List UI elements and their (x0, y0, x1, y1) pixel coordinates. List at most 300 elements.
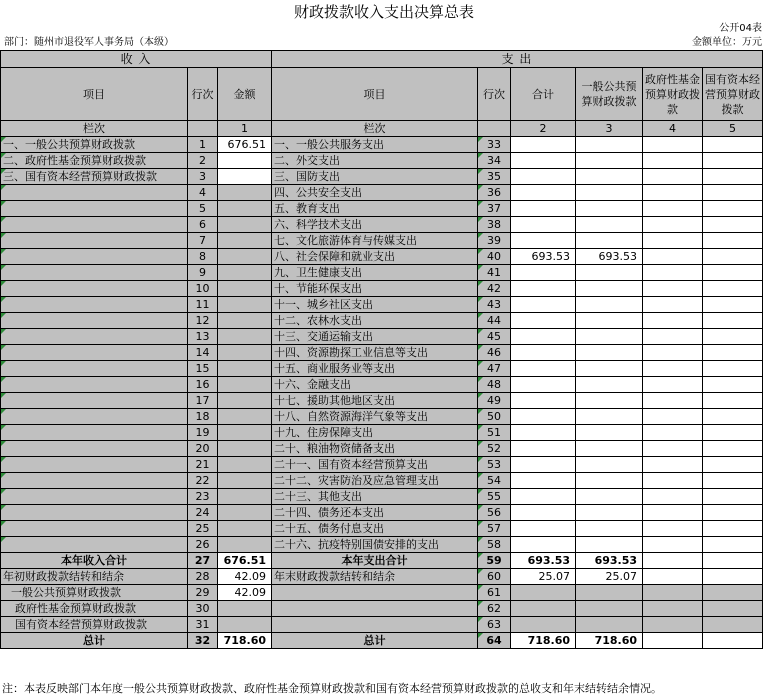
income-row-no-cell: 3 (188, 169, 218, 185)
expense-row-no-header: 行次 (478, 68, 511, 121)
expense-total-cell (511, 393, 576, 409)
table-row (1, 425, 763, 441)
table-row (1, 169, 763, 185)
summary-income-row-no: 27 (188, 553, 218, 569)
column-number-5: 5 (703, 121, 763, 137)
summary-expense-total (511, 585, 576, 601)
column-number-1: 1 (218, 121, 272, 137)
expense-total-cell (511, 409, 576, 425)
column-number-2: 2 (511, 121, 576, 137)
expense-total-cell (511, 233, 576, 249)
expense-gov-fund-cell (643, 377, 703, 393)
expense-total-cell (511, 377, 576, 393)
expense-general-budget-cell (576, 313, 643, 329)
expense-gov-fund-cell (643, 185, 703, 201)
expense-item-cell: 二十、粮油物资储备支出 (272, 441, 478, 457)
expense-row-no-cell: 38 (478, 217, 511, 233)
summary-expense-gov-fund (643, 601, 703, 617)
expense-general-budget-cell (576, 409, 643, 425)
income-row-no-cell: 18 (188, 409, 218, 425)
expense-general-budget-cell (576, 457, 643, 473)
summary-expense-item (272, 601, 478, 617)
expense-item-cell: 四、公共安全支出 (272, 185, 478, 201)
income-item-cell (1, 409, 188, 425)
income-item-cell (1, 537, 188, 553)
column-number-3: 3 (576, 121, 643, 137)
income-item-cell (1, 249, 188, 265)
expense-general-budget-cell (576, 489, 643, 505)
expense-general-budget-cell (576, 393, 643, 409)
income-amount-cell (218, 441, 272, 457)
expense-row-no-cell: 53 (478, 457, 511, 473)
summary-row-carry-begin (1, 569, 763, 585)
expense-total-cell (511, 297, 576, 313)
expense-state-capital-cell (703, 457, 763, 473)
summary-expense-gov-fund (643, 617, 703, 633)
expense-row-no-cell: 49 (478, 393, 511, 409)
expense-state-capital-cell (703, 505, 763, 521)
expense-item-cell: 十三、交通运输支出 (272, 329, 478, 345)
expense-gov-fund-cell (643, 249, 703, 265)
expense-row-no-cell: 46 (478, 345, 511, 361)
table-row (1, 297, 763, 313)
income-amount-cell (218, 185, 272, 201)
expense-gov-fund-cell (643, 361, 703, 377)
expense-row-no-cell: 42 (478, 281, 511, 297)
expense-group-header: 支 出 (272, 51, 763, 68)
table-row (1, 361, 763, 377)
expense-total-cell (511, 201, 576, 217)
table-row (1, 281, 763, 297)
expense-state-capital-cell (703, 217, 763, 233)
expense-general-budget-cell (576, 425, 643, 441)
summary-expense-gov-fund (643, 633, 703, 649)
income-group-header: 收 入 (1, 51, 272, 68)
expense-total-cell (511, 217, 576, 233)
expense-general-budget-cell (576, 233, 643, 249)
expense-total-cell (511, 521, 576, 537)
income-row-no-cell: 24 (188, 505, 218, 521)
expense-general-budget-cell (576, 521, 643, 537)
expense-item-cell: 二十四、债务还本支出 (272, 505, 478, 521)
summary-expense-total (511, 617, 576, 633)
summary-expense-item: 本年支出合计 (272, 553, 478, 569)
table-row (1, 249, 763, 265)
income-row-no-cell: 25 (188, 521, 218, 537)
expense-column-label-blank (478, 121, 511, 137)
expense-total-cell (511, 169, 576, 185)
summary-expense-general-budget (576, 585, 643, 601)
expense-item-cell: 二十六、抗疫特别国债安排的支出 (272, 537, 478, 553)
expense-state-capital-cell (703, 377, 763, 393)
report-title: 财政拨款收入支出决算总表 (293, 3, 474, 21)
summary-expense-total: 25.07 (511, 569, 576, 585)
income-amount-cell (218, 233, 272, 249)
expense-item-cell: 二十三、其他支出 (272, 489, 478, 505)
income-item-cell: 三、国有资本经营预算财政拨款 (1, 169, 188, 185)
expense-total-cell (511, 313, 576, 329)
expense-item-cell: 二、外交支出 (272, 153, 478, 169)
income-amount-cell: 676.51 (218, 137, 272, 153)
expense-gov-fund-header: 政府性基金预算财政拨款 (643, 68, 703, 121)
expense-total-cell (511, 457, 576, 473)
table-row (1, 217, 763, 233)
expense-general-budget-cell (576, 265, 643, 281)
summary-expense-general-budget: 718.60 (576, 633, 643, 649)
expense-row-no-cell: 34 (478, 153, 511, 169)
summary-income-amount (218, 617, 272, 633)
income-amount-cell (218, 329, 272, 345)
expense-row-no-cell: 54 (478, 473, 511, 489)
expense-item-cell: 五、教育支出 (272, 201, 478, 217)
expense-general-budget-cell (576, 441, 643, 457)
income-amount-cell (218, 409, 272, 425)
income-amount-cell (218, 505, 272, 521)
expense-state-capital-cell (703, 201, 763, 217)
summary-income-amount: 42.09 (218, 585, 272, 601)
summary-expense-gov-fund (643, 585, 703, 601)
expense-item-cell: 九、卫生健康支出 (272, 265, 478, 281)
expense-total-cell (511, 505, 576, 521)
expense-gov-fund-cell (643, 409, 703, 425)
summary-row-carry-general (1, 585, 763, 601)
expense-state-capital-cell (703, 409, 763, 425)
expense-total-cell (511, 473, 576, 489)
income-item-cell (1, 393, 188, 409)
summary-expense-gov-fund (643, 569, 703, 585)
summary-income-item: 一般公共预算财政拨款 (1, 585, 188, 601)
expense-state-capital-cell (703, 297, 763, 313)
expense-general-budget-cell (576, 329, 643, 345)
summary-expense-general-budget (576, 617, 643, 633)
summary-expense-item: 年末财政拨款结转和结余 (272, 569, 478, 585)
expense-item-cell: 十二、农林水支出 (272, 313, 478, 329)
expense-gov-fund-cell (643, 425, 703, 441)
income-amount-cell (218, 313, 272, 329)
income-amount-cell (218, 425, 272, 441)
expense-item-cell: 十八、自然资源海洋气象等支出 (272, 409, 478, 425)
summary-expense-row-no: 60 (478, 569, 511, 585)
expense-general-budget-cell (576, 153, 643, 169)
summary-expense-row-no: 64 (478, 633, 511, 649)
summary-income-amount: 42.09 (218, 569, 272, 585)
expense-state-capital-cell (703, 137, 763, 153)
summary-row-carry-fund (1, 601, 763, 617)
table-row (1, 441, 763, 457)
expense-state-capital-cell (703, 489, 763, 505)
income-item-cell (1, 297, 188, 313)
summary-expense-total: 718.60 (511, 633, 576, 649)
expense-row-no-cell: 35 (478, 169, 511, 185)
income-item-cell (1, 473, 188, 489)
expense-state-capital-cell (703, 425, 763, 441)
summary-row-carry-capital (1, 617, 763, 633)
expense-total-cell (511, 425, 576, 441)
summary-income-item: 国有资本经营预算财政拨款 (1, 617, 188, 633)
expense-item-header: 项目 (272, 68, 478, 121)
expense-row-no-cell: 58 (478, 537, 511, 553)
summary-expense-item (272, 585, 478, 601)
income-amount-cell (218, 153, 272, 169)
summary-expense-general-budget: 693.53 (576, 553, 643, 569)
income-item-cell (1, 457, 188, 473)
summary-expense-state-capital (703, 617, 763, 633)
expense-state-capital-cell (703, 361, 763, 377)
form-code: 公开04表 (719, 23, 762, 34)
expense-general-budget-cell (576, 217, 643, 233)
expense-state-capital-cell (703, 185, 763, 201)
income-amount-cell (218, 297, 272, 313)
income-amount-cell (218, 169, 272, 185)
income-row-no-cell: 14 (188, 345, 218, 361)
summary-income-amount: 676.51 (218, 553, 272, 569)
table-row (1, 329, 763, 345)
expense-item-cell: 十五、商业服务业等支出 (272, 361, 478, 377)
expense-item-cell: 二十二、灾害防治及应急管理支出 (272, 473, 478, 489)
expense-general-budget-cell (576, 169, 643, 185)
table-row (1, 489, 763, 505)
income-item-cell (1, 361, 188, 377)
table-row (1, 233, 763, 249)
summary-expense-item (272, 617, 478, 633)
table-row (1, 137, 763, 153)
income-item-cell (1, 377, 188, 393)
income-amount-cell (218, 521, 272, 537)
expense-state-capital-header: 国有资本经营预算财政拨款 (703, 68, 763, 121)
income-row-no-cell: 8 (188, 249, 218, 265)
summary-expense-general-budget: 25.07 (576, 569, 643, 585)
expense-gov-fund-cell (643, 505, 703, 521)
expense-item-cell: 十七、援助其他地区支出 (272, 393, 478, 409)
income-column-label-blank (188, 121, 218, 137)
expense-state-capital-cell (703, 441, 763, 457)
table-row (1, 457, 763, 473)
unit-label: 金额单位：万元 (692, 37, 762, 48)
summary-expense-state-capital (703, 633, 763, 649)
expense-gov-fund-cell (643, 297, 703, 313)
income-amount-cell (218, 473, 272, 489)
income-item-header: 项目 (1, 68, 188, 121)
expense-total-cell (511, 137, 576, 153)
expense-gov-fund-cell (643, 329, 703, 345)
expense-total-cell: 693.53 (511, 249, 576, 265)
income-row-no-cell: 6 (188, 217, 218, 233)
summary-expense-row-no: 59 (478, 553, 511, 569)
income-row-no-header: 行次 (188, 68, 218, 121)
expense-row-no-cell: 47 (478, 361, 511, 377)
income-amount-cell (218, 457, 272, 473)
expense-state-capital-cell (703, 393, 763, 409)
expense-total-cell (511, 345, 576, 361)
table-row (1, 521, 763, 537)
summary-income-row-no: 29 (188, 585, 218, 601)
summary-expense-state-capital (703, 569, 763, 585)
income-item-cell (1, 425, 188, 441)
expense-item-cell: 七、文化旅游体育与传媒支出 (272, 233, 478, 249)
table-row (1, 153, 763, 169)
expense-row-no-cell: 43 (478, 297, 511, 313)
income-item-cell (1, 505, 188, 521)
table-row (1, 265, 763, 281)
expense-gov-fund-cell (643, 345, 703, 361)
income-amount-cell (218, 345, 272, 361)
income-row-no-cell: 15 (188, 361, 218, 377)
expense-row-no-cell: 48 (478, 377, 511, 393)
income-row-no-cell: 13 (188, 329, 218, 345)
income-row-no-cell: 9 (188, 265, 218, 281)
expense-gov-fund-cell (643, 441, 703, 457)
income-row-no-cell: 17 (188, 393, 218, 409)
income-item-cell: 二、政府性基金预算财政拨款 (1, 153, 188, 169)
income-item-cell (1, 265, 188, 281)
expense-column-label: 栏次 (272, 121, 478, 137)
expense-item-cell: 十六、金融支出 (272, 377, 478, 393)
expense-total-cell (511, 281, 576, 297)
income-item-cell (1, 217, 188, 233)
income-row-no-cell: 10 (188, 281, 218, 297)
income-column-label: 栏次 (1, 121, 188, 137)
income-amount-cell (218, 265, 272, 281)
expense-state-capital-cell (703, 345, 763, 361)
income-amount-cell (218, 537, 272, 553)
expense-state-capital-cell (703, 233, 763, 249)
expense-row-no-cell: 40 (478, 249, 511, 265)
summary-income-item: 政府性基金预算财政拨款 (1, 601, 188, 617)
income-item-cell (1, 329, 188, 345)
summary-income-row-no: 30 (188, 601, 218, 617)
expense-gov-fund-cell (643, 521, 703, 537)
expense-state-capital-cell (703, 265, 763, 281)
expense-gov-fund-cell (643, 137, 703, 153)
expense-item-cell: 十九、住房保障支出 (272, 425, 478, 441)
summary-expense-state-capital (703, 601, 763, 617)
expense-general-budget-cell (576, 297, 643, 313)
expense-general-budget-cell (576, 345, 643, 361)
expense-state-capital-cell (703, 329, 763, 345)
table-row (1, 537, 763, 553)
summary-expense-item: 总计 (272, 633, 478, 649)
table-row (1, 345, 763, 361)
table-row (1, 185, 763, 201)
income-row-no-cell: 11 (188, 297, 218, 313)
expense-state-capital-cell (703, 521, 763, 537)
income-amount-cell (218, 489, 272, 505)
summary-expense-total (511, 601, 576, 617)
expense-row-no-cell: 37 (478, 201, 511, 217)
income-amount-cell (218, 201, 272, 217)
income-item-cell (1, 185, 188, 201)
income-amount-header: 金额 (218, 68, 272, 121)
income-row-no-cell: 20 (188, 441, 218, 457)
income-row-no-cell: 16 (188, 377, 218, 393)
income-amount-cell (218, 361, 272, 377)
income-item-cell: 一、一般公共预算财政拨款 (1, 137, 188, 153)
income-row-no-cell: 2 (188, 153, 218, 169)
expense-total-cell (511, 489, 576, 505)
expense-general-budget-cell (576, 361, 643, 377)
expense-row-no-cell: 36 (478, 185, 511, 201)
expense-general-budget-cell (576, 137, 643, 153)
expense-state-capital-cell (703, 153, 763, 169)
expense-item-cell: 六、科学技术支出 (272, 217, 478, 233)
expense-gov-fund-cell (643, 313, 703, 329)
summary-income-row-no: 28 (188, 569, 218, 585)
income-item-cell (1, 441, 188, 457)
expense-general-budget-cell (576, 185, 643, 201)
expense-row-no-cell: 39 (478, 233, 511, 249)
expense-gov-fund-cell (643, 537, 703, 553)
column-number-4: 4 (643, 121, 703, 137)
expense-gov-fund-cell (643, 153, 703, 169)
expense-gov-fund-cell (643, 457, 703, 473)
income-amount-cell (218, 249, 272, 265)
expense-state-capital-cell (703, 313, 763, 329)
income-amount-cell (218, 281, 272, 297)
income-row-no-cell: 12 (188, 313, 218, 329)
income-amount-cell (218, 377, 272, 393)
summary-income-item: 年初财政拨款结转和结余 (1, 569, 188, 585)
expense-item-cell: 十四、资源勘探工业信息等支出 (272, 345, 478, 361)
summary-income-item: 本年收入合计 (1, 553, 188, 569)
expense-item-cell: 十、节能环保支出 (272, 281, 478, 297)
expense-general-budget-cell (576, 505, 643, 521)
expense-row-no-cell: 55 (478, 489, 511, 505)
department-label: 部门：随州市退役军人事务局（本级） (4, 37, 174, 48)
expense-gov-fund-cell (643, 233, 703, 249)
expense-general-budget-cell (576, 201, 643, 217)
summary-income-item: 总计 (1, 633, 188, 649)
income-item-cell (1, 489, 188, 505)
expense-gov-fund-cell (643, 393, 703, 409)
summary-expense-row-no: 63 (478, 617, 511, 633)
expense-item-cell: 十一、城乡社区支出 (272, 297, 478, 313)
expense-total-cell (511, 537, 576, 553)
table-row (1, 201, 763, 217)
expense-row-no-cell: 50 (478, 409, 511, 425)
expense-gov-fund-cell (643, 473, 703, 489)
expense-gov-fund-cell (643, 265, 703, 281)
expense-row-no-cell: 41 (478, 265, 511, 281)
table-row (1, 313, 763, 329)
expense-item-cell: 二十一、国有资本经营预算支出 (272, 457, 478, 473)
footnote: 注：本表反映部门本年度一般公共预算财政拨款、政府性基金预算财政拨款和国有资本经营预算财政拨款的总收支和年末结转结余情况。 (2, 682, 662, 695)
income-row-no-cell: 26 (188, 537, 218, 553)
expense-general-budget-cell (576, 281, 643, 297)
expense-total-cell (511, 185, 576, 201)
summary-expense-general-budget (576, 601, 643, 617)
expense-state-capital-cell (703, 473, 763, 489)
table-row (1, 393, 763, 409)
expense-gov-fund-cell (643, 217, 703, 233)
expense-state-capital-cell (703, 169, 763, 185)
income-amount-cell (218, 393, 272, 409)
expense-state-capital-cell (703, 281, 763, 297)
expense-row-no-cell: 52 (478, 441, 511, 457)
expense-total-cell (511, 361, 576, 377)
income-item-cell (1, 201, 188, 217)
summary-income-amount: 718.60 (218, 633, 272, 649)
summary-expense-row-no: 62 (478, 601, 511, 617)
expense-item-cell: 二十五、债务付息支出 (272, 521, 478, 537)
income-row-no-cell: 5 (188, 201, 218, 217)
summary-income-row-no: 31 (188, 617, 218, 633)
table-row (1, 505, 763, 521)
expense-item-cell: 八、社会保障和就业支出 (272, 249, 478, 265)
income-row-no-cell: 4 (188, 185, 218, 201)
income-row-no-cell: 7 (188, 233, 218, 249)
summary-income-row-no: 32 (188, 633, 218, 649)
table-row (1, 377, 763, 393)
